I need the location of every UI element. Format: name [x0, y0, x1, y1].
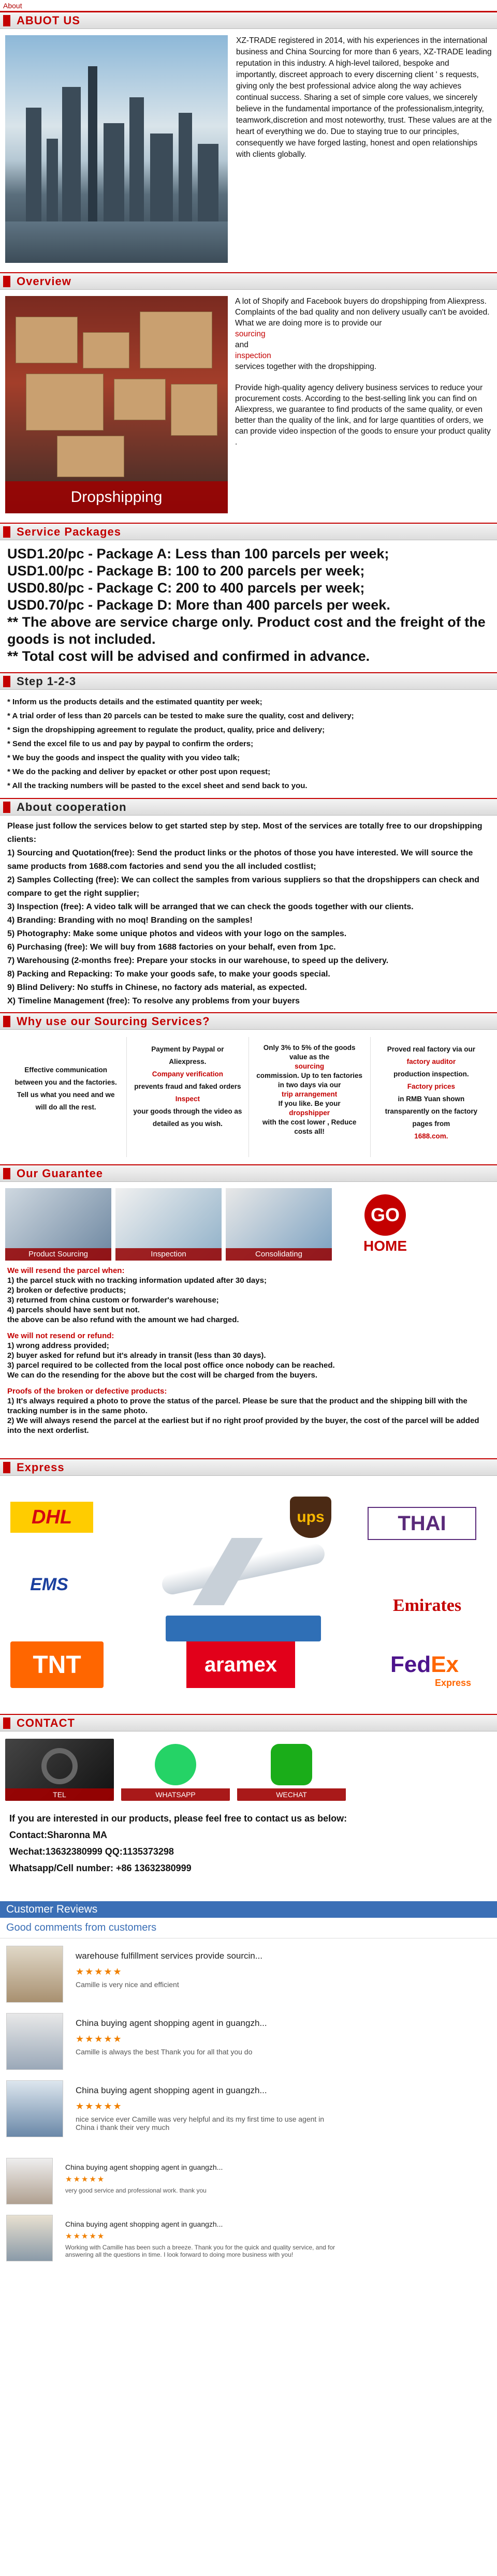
wechat-tile[interactable]: WECHAT — [237, 1739, 346, 1801]
wechat-icon — [271, 1744, 312, 1785]
reviews-heading: Customer Reviews — [0, 1901, 497, 1918]
contact-text: If you are interested in our products, please feel free to contact us as below: Contact:Sharonna MA Wechat:13632380999 QQ:1135373298 Whatsapp/Cell number: +86 13632380999 — [9, 1813, 347, 1873]
step-line: * A trial order of less than 20 parcels can be tested to make sure the quality, cost and delivery; — [7, 712, 354, 720]
guarantee-images — [0, 1182, 497, 1264]
step-line: * Inform us the products details and the estimated quantity per week; — [7, 698, 262, 706]
coop-line: 1) Sourcing and Quotation(free): Send the product links or the photos of those you have interested. We will source the same products from 1688.com factories and send you the all included costlist; — [7, 849, 473, 871]
review-thumbnail — [6, 2158, 53, 2204]
star-rating: ★★★★★ — [76, 2034, 123, 2044]
emirates-logo: Emirates — [392, 1596, 462, 1615]
overview-header — [0, 272, 497, 290]
contact-images — [0, 1731, 497, 1806]
about-section — [0, 29, 497, 272]
why-cell-payment: Payment by Paypal or Aliexpress. Company verification prevents fraud and faked orders Inspect your goods through the video as detailed as you wish. — [127, 1037, 248, 1157]
express-header — [0, 1458, 497, 1476]
overview-heading: Overview — [17, 274, 71, 288]
sourcing-highlight: sourcing — [235, 330, 266, 338]
cooperation-list — [0, 816, 497, 1012]
about-text: XZ-TRADE registered in 2014, with his experiences in the international business and China Sourcing for more than 6 years, XZ-TRADE leading reputation in this industry. A high-level tailored, bespoke and importantly, discreet approach to every discerning client ' s requests, giving only the best professional advice along the way achieves continual success. Sharing a set of simple core values, we sincerely believe in the fundamental importance of the professionalism,integrity, teamwork,discretion and most noteworthy, trust. These values are at the heart of everything we do. Due to staying true to our principles, consequently we have forged lasting, honest and open relationships with clients globally. — [236, 36, 492, 159]
cooperation-header — [0, 798, 497, 816]
ems-logo: EMS — [30, 1574, 68, 1594]
why-heading: Why use our Sourcing Services? — [17, 1014, 210, 1028]
coop-line: 9) Blind Delivery: No stuffs in Chinese, no factory ads material, as expected. — [7, 983, 307, 992]
overview-section — [0, 290, 497, 523]
inspection-highlight: inspection — [235, 351, 271, 360]
review-item[interactable]: warehouse fulfillment services provide sourcin... ★★★★★ Camille is very nice and efficient — [0, 1938, 497, 2006]
ups-logo: ups — [290, 1497, 331, 1538]
package-line: USD1.20/pc - Package A: Less than 100 parcels per week; — [7, 546, 389, 561]
step-line: * Send the excel file to us and pay by paypal to confirm the orders; — [7, 739, 254, 748]
step-line: * All the tracking numbers will be pasted to the excel sheet and send back to you. — [7, 781, 308, 790]
dhl-logo: DHL — [10, 1502, 93, 1533]
coop-line: 2) Samples Collecting (free): We can collect the samples from various suppliers so that the dropshippers can check and compare to get the right supplier; — [7, 876, 479, 898]
phone-icon — [41, 1748, 78, 1784]
express-heading: Express — [17, 1460, 65, 1474]
top-label: About — [0, 0, 497, 11]
why-cell-factory: Proved real factory via our factory auditor production inspection. Factory prices in RMB Yuan shown transparently on the factory pages from 1688.com. — [385, 1045, 478, 1140]
contact-heading: CONTACT — [17, 1716, 75, 1729]
review-thumbnail — [6, 1946, 63, 2003]
review-thumbnail — [6, 2080, 63, 2137]
review-item[interactable]: China buying agent shopping agent in guangzh... ★★★★★ Working with Camille has been such a breeze. Thank you for the quick and quality service, and for answering all the questions in time. I look forward to doing more business with you! — [0, 2208, 497, 2264]
review-thumbnail — [6, 2215, 53, 2261]
aramex-logo: aramex — [186, 1641, 295, 1688]
whatsapp-tile[interactable]: WHATSAPP — [121, 1739, 230, 1801]
coop-line: 5) Photography: Make some unique photos and videos with your logo on the samples. — [7, 929, 347, 938]
reviews-subheading: Good comments from customers — [0, 1918, 497, 1938]
coop-line: 4) Branding: Branding with no moq! Branding on the samples! — [7, 916, 253, 925]
package-line: ** The above are service charge only. Product cost and the freight of the goods is not included. — [7, 614, 486, 647]
steps-header — [0, 672, 497, 690]
contact-header — [0, 1714, 497, 1731]
package-line: USD0.80/pc - Package C: 200 to 400 parcels per week; — [7, 580, 365, 596]
header-tab — [3, 15, 10, 26]
step-line: * Sign the dropshipping agreement to regulate the product, quality, price and delivery; — [7, 726, 325, 734]
why-cell-communication: Effective communication between you and the factories. Tell us what you need and we will do all the rest. — [5, 1037, 127, 1157]
go-home-button[interactable]: GO HOME — [357, 1188, 414, 1261]
why-section — [0, 1030, 497, 1164]
overview-text: A lot of Shopify and Facebook buyers do dropshipping from Aliexpress. Complaints of the bad quality and non delivery usually can't be avoided. What we are doing more is to provide our sourcing and inspection services together with the dropshipping. Provide high-quality agency delivery business services to reduce your procurement costs. According to the best-selling link you can find on Aliexpress, we guarantee to find products of the same quality, or even better than the quality of the link, and for large quantities of orders, we can provide video inspection of the goods to ensure your product quality . — [235, 296, 492, 516]
coop-line: Please just follow the services below to get started step by step. Most of the services are totally free to our dropshipping clients: — [7, 822, 483, 844]
step-line: * We buy the goods and inspect the quality with you video talk; — [7, 753, 240, 762]
product-sourcing-image: Product Sourcing — [5, 1188, 111, 1261]
coop-line: 6) Purchasing (free): We will buy from 1688 factories on your behalf, even from 1pc. — [7, 943, 336, 952]
steps-heading: Step 1-2-3 — [17, 674, 77, 688]
inspection-image: Inspection — [115, 1188, 222, 1261]
star-rating: ★★★★★ — [76, 2101, 123, 2111]
about-header — [0, 11, 497, 29]
city-skyline-image — [5, 35, 228, 263]
dropshipping-caption: Dropshipping — [5, 481, 228, 513]
guarantee-header — [0, 1164, 497, 1182]
about-heading: ABUOT US — [17, 13, 80, 27]
coop-line: X) Timeline Management (free): To resolve any problems from your buyers — [7, 997, 300, 1005]
packages-heading: Service Packages — [17, 525, 121, 538]
coop-line: 3) Inspection (free): A video talk will be arranged that we can check the goods together with our clients. — [7, 902, 414, 911]
whatsapp-icon — [155, 1744, 196, 1785]
step-line: * We do the packing and deliver by epacket or other post upon request; — [7, 767, 271, 776]
review-item[interactable]: China buying agent shopping agent in guangzh... ★★★★★ Camille is always the best Thank you for all that you do — [0, 2006, 497, 2073]
tel-tile[interactable]: TEL — [5, 1739, 114, 1801]
star-rating: ★★★★★ — [65, 2232, 106, 2241]
thai-logo: THAI — [368, 1507, 476, 1540]
tnt-logo: TNT — [10, 1641, 104, 1688]
guarantee-text: We will resend the parcel when: 1) the parcel stuck with no tracking information updated after 30 days; 2) broken or defective products; 3) returned from china custom or forwarder's warehouse; 4) parcels should have sent but not. the above can be also refund with the amount we had charged. We will not resend or refund: 1) wrong address provided; 2) buyer asked for refund but it's already in transit (less than 30 days). 3) parcel required to be collected from the local post office once nobody can be reached. We can do the resending for the above but the cost will be charged from the buyers. Proofs of the broken or defective products: 1) It's always required a photo to prove the status of the parcel. Please be sure that the product and the shipping bill with the tracking number is in the same photo. 2) We will always resend the parcel at the earliest but if no right proof provided by the buyer, the cost of the parcel will be added into the next orderlist. — [7, 1266, 479, 1435]
review-item[interactable]: China buying agent shopping agent in guangzh... ★★★★★ nice service ever Camille was very helpful and its my first time to use agent in China i thank their very much — [0, 2073, 497, 2151]
express-section — [0, 1476, 497, 1714]
coop-line: 8) Packing and Repacking: To make your goods safe, to make your goods special. — [7, 970, 330, 979]
coop-line: 7) Warehousing (2-months free): Prepare your stocks in our warehouse, to speed up the delivery. — [7, 956, 389, 965]
consolidating-image: Consolidating — [226, 1188, 332, 1261]
why-header — [0, 1012, 497, 1030]
review-thumbnail — [6, 2013, 63, 2070]
fedex-logo: FedEx Express — [390, 1651, 472, 1688]
guarantee-heading: Our Guarantee — [17, 1166, 104, 1180]
star-rating: ★★★★★ — [76, 1966, 123, 1977]
package-line: ** Total cost will be advised and confirmed in advance. — [7, 648, 370, 664]
cooperation-heading: About cooperation — [17, 800, 127, 813]
airplane-image — [150, 1517, 337, 1641]
packages-list — [0, 540, 497, 672]
steps-list — [0, 690, 497, 798]
why-cell-commission: Only 3% to 5% of the goods value as the sourcing commission. Up to ten factories in two days via our trip arrangement If you like. Be your dropshipper with the cost lower , Reduce costs all! — [249, 1037, 371, 1157]
packages-header — [0, 523, 497, 540]
package-line: USD1.00/pc - Package B: 100 to 200 parcels per week; — [7, 563, 365, 579]
warehouse-image — [5, 296, 228, 513]
star-rating: ★★★★★ — [65, 2175, 106, 2184]
package-line: USD0.70/pc - Package D: More than 400 parcels per week. — [7, 597, 390, 613]
review-item[interactable]: China buying agent shopping agent in guangzh... ★★★★★ very good service and professional work. thank you — [0, 2151, 497, 2208]
go-icon: GO — [364, 1194, 406, 1236]
